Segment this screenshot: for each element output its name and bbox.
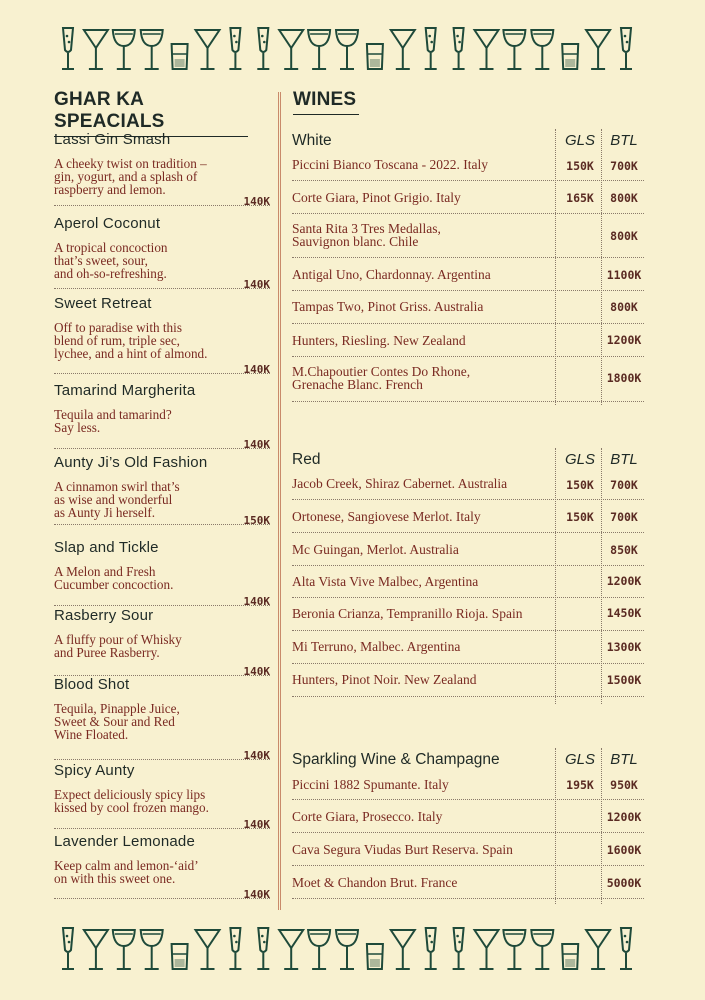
wine-category: White — [292, 132, 332, 149]
cocktail-name: Lavender Lemonade — [54, 833, 196, 850]
wine-row — [292, 533, 644, 566]
white-wine-table — [292, 129, 644, 402]
wine-btl-price: 800K — [610, 229, 638, 243]
wine-gls-price: 150K — [566, 510, 594, 524]
specials-column — [54, 89, 270, 901]
glassware-illustration — [58, 924, 638, 974]
wine-gls-price: 165K — [566, 191, 594, 205]
wine-btl-price: 950K — [610, 778, 638, 792]
flute-glass-icon — [62, 28, 74, 69]
wine-btl-price: 1200K — [606, 574, 642, 588]
flute-glass-icon — [257, 28, 269, 69]
wine-btl-price: 1600K — [606, 843, 642, 857]
flute-glass-icon — [229, 28, 241, 69]
dotted-leader — [54, 898, 270, 899]
wine-name: Corte Giara, Pinot Grigio. Italy — [292, 190, 461, 205]
sparkling-wine-table — [292, 748, 644, 899]
cocktail-desc: Keep calm and lemon-‘aid’ on with this sweet one. — [54, 858, 199, 886]
cocktail-price: 140K — [243, 888, 270, 901]
cocktail-item — [54, 539, 270, 608]
flute-glass-icon — [620, 928, 632, 969]
wine-btl-price: 1450K — [606, 606, 642, 620]
tumbler-glass-icon — [367, 944, 383, 969]
wine-table-header — [292, 129, 644, 155]
wine-name: Mc Guingan, Merlot. Australia — [292, 542, 459, 557]
martini-glass-icon — [84, 930, 108, 969]
cocktail-desc: A fluffy pour of Whisky and Puree Rasberry. — [54, 632, 182, 660]
wine-btl-price: 800K — [610, 191, 638, 205]
wine-table-header — [292, 748, 644, 774]
flute-glass-icon — [620, 28, 632, 69]
coupe-glass-icon — [531, 930, 553, 969]
cocktail-price: 140K — [243, 595, 270, 608]
martini-glass-icon — [196, 930, 220, 969]
cocktail-item — [54, 382, 270, 451]
wine-btl-price: 700K — [610, 478, 638, 492]
wine-name: Jacob Creek, Shiraz Cabernet. Australia — [292, 476, 508, 491]
flute-glass-icon — [425, 28, 437, 69]
wine-name: Alta Vista Vive Malbec, Argentina — [292, 574, 479, 589]
wine-row — [292, 357, 644, 402]
wine-btl-price: 1200K — [606, 333, 642, 347]
wine-row — [292, 291, 644, 324]
cocktail-name: Aunty Ji’s Old Fashion — [54, 454, 208, 471]
gls-header: GLS — [564, 451, 595, 468]
cocktail-desc: Off to paradise with this blend of rum, triple sec, lychee, and a hint of almond. — [54, 320, 208, 361]
cocktail-price: 140K — [243, 665, 270, 678]
flute-glass-icon — [62, 928, 74, 969]
wine-row — [292, 833, 644, 866]
martini-glass-icon — [279, 930, 303, 969]
wine-btl-price: 1200K — [606, 810, 642, 824]
wine-gls-price: 195K — [566, 778, 594, 792]
tumbler-glass-icon — [172, 944, 188, 969]
martini-glass-icon — [586, 30, 610, 69]
cocktail-name: Rasberry Sour — [54, 607, 154, 624]
coupe-glass-icon — [308, 930, 330, 969]
coupe-glass-icon — [113, 930, 135, 969]
wine-name: Beronia Crianza, Tempranillo Rioja. Spain — [292, 606, 523, 621]
cocktail-price: 140K — [243, 438, 270, 451]
cocktail-desc: A tropical concoction that’s sweet, sour, and oh-so-refreshing. — [54, 240, 168, 281]
flute-glass-icon — [453, 28, 465, 69]
wine-btl-price: 1800K — [606, 371, 642, 385]
wine-name: Antigal Uno, Chardonnay. Argentina — [292, 267, 491, 282]
flute-glass-icon — [229, 928, 241, 969]
cocktail-price: 140K — [243, 749, 270, 762]
glassware-border-top — [58, 24, 638, 74]
cocktail-desc: Expect deliciously spicy lips kissed by cool frozen mango. — [54, 787, 209, 815]
wine-name: Cava Segura Viudas Burt Reserva. Spain — [292, 842, 513, 857]
specials-title: GHAR KA SPEACIALS — [54, 89, 248, 137]
cocktail-item — [54, 833, 270, 901]
wine-name: Santa Rita 3 Tres Medallas, Sauvignon blanc. Chile — [292, 221, 441, 249]
wine-name: Corte Giara, Prosecco. Italy — [292, 809, 443, 824]
wine-name: M.Chapoutier Contes Do Rhone, Grenache Blanc. French — [292, 364, 471, 392]
gls-header: GLS — [564, 132, 595, 149]
dotted-leader — [54, 828, 270, 829]
cocktail-desc: A cinnamon swirl that’s as wise and wonderful as Aunty Ji herself. — [54, 479, 180, 520]
wine-row — [292, 214, 644, 258]
wine-btl-price: 700K — [610, 510, 638, 524]
martini-glass-icon — [391, 930, 415, 969]
dotted-leader — [54, 373, 270, 374]
dotted-leader — [54, 288, 270, 289]
red-wine-table — [292, 448, 644, 697]
wine-name: Ortonese, Sangiovese Merlot. Italy — [292, 509, 481, 524]
cocktail-price: 150K — [243, 514, 270, 527]
cocktail-name: Blood Shot — [54, 676, 130, 693]
coupe-glass-icon — [141, 30, 163, 69]
cocktail-price: 140K — [243, 195, 270, 208]
wine-row — [292, 324, 644, 357]
cocktail-item — [54, 131, 270, 208]
wine-row — [292, 631, 644, 664]
cocktail-desc: A Melon and Fresh Cucumber concoction. — [54, 564, 174, 592]
wine-gls-price: 150K — [566, 478, 594, 492]
wine-btl-price: 700K — [610, 159, 638, 173]
wine-btl-price: 1100K — [606, 268, 642, 282]
cocktail-item — [54, 215, 270, 291]
wine-row — [292, 566, 644, 598]
flute-glass-icon — [453, 928, 465, 969]
cocktail-price: 140K — [243, 818, 270, 831]
cocktail-item — [54, 676, 270, 762]
cocktail-item — [54, 295, 270, 376]
flute-glass-icon — [257, 928, 269, 969]
flute-glass-icon — [425, 928, 437, 969]
cocktail-name: Sweet Retreat — [54, 295, 152, 312]
wine-btl-price: 1300K — [606, 640, 642, 654]
wine-gls-price: 150K — [566, 159, 594, 173]
wine-row — [292, 500, 644, 533]
wine-category: Sparkling Wine & Champagne — [292, 751, 500, 768]
tumbler-glass-icon — [562, 44, 578, 69]
coupe-glass-icon — [503, 30, 525, 69]
martini-glass-icon — [475, 930, 499, 969]
wine-btl-price: 5000K — [606, 876, 642, 890]
cocktail-item — [54, 607, 270, 678]
cocktail-price: 140K — [243, 278, 270, 291]
dotted-leader — [54, 605, 270, 606]
wine-name: Piccini Bianco Toscana - 2022. Italy — [292, 157, 489, 172]
martini-glass-icon — [586, 930, 610, 969]
wine-btl-price: 850K — [610, 543, 638, 557]
dotted-leader — [54, 205, 270, 206]
wine-btl-price: 800K — [610, 300, 638, 314]
wine-row — [292, 774, 644, 800]
coupe-glass-icon — [113, 30, 135, 69]
coupe-glass-icon — [336, 930, 358, 969]
wine-row — [292, 181, 644, 214]
dotted-leader — [54, 524, 270, 525]
cocktail-item — [54, 454, 270, 527]
wine-row — [292, 866, 644, 899]
glassware-border-bottom — [58, 924, 638, 974]
wine-category: Red — [292, 451, 321, 468]
martini-glass-icon — [196, 30, 220, 69]
cocktail-name: Lassi Gin Smash — [54, 131, 171, 148]
coupe-glass-icon — [503, 930, 525, 969]
tumbler-glass-icon — [367, 44, 383, 69]
tumbler-glass-icon — [172, 44, 188, 69]
wine-row — [292, 598, 644, 631]
coupe-glass-icon — [308, 30, 330, 69]
gls-header: GLS — [564, 751, 595, 768]
dotted-leader — [54, 448, 270, 449]
btl-header: BTL — [610, 451, 638, 468]
cocktail-desc: Tequila, Pinapple Juice, Sweet & Sour and Red Wine Floated. — [54, 701, 180, 742]
wine-table-header — [292, 448, 644, 474]
martini-glass-icon — [391, 30, 415, 69]
cocktail-price: 140K — [243, 363, 270, 376]
wine-row — [292, 664, 644, 697]
tumbler-glass-icon — [562, 944, 578, 969]
btl-header: BTL — [610, 751, 638, 768]
cocktail-item — [54, 762, 270, 831]
wine-row — [292, 474, 644, 500]
cocktail-desc: Tequila and tamarind? Say less. — [54, 407, 172, 435]
martini-glass-icon — [475, 30, 499, 69]
wine-row — [292, 800, 644, 833]
wine-name: Mi Terruno, Malbec. Argentina — [292, 639, 461, 654]
wine-name: Hunters, Riesling. New Zealand — [292, 333, 466, 348]
btl-header: BTL — [610, 132, 638, 149]
wine-row — [292, 258, 644, 291]
martini-glass-icon — [279, 30, 303, 69]
wines-title: WINES — [293, 89, 359, 115]
coupe-glass-icon — [336, 30, 358, 69]
cocktail-name: Tamarind Margherita — [54, 382, 196, 399]
cocktail-name: Aperol Coconut — [54, 215, 161, 232]
coupe-glass-icon — [141, 930, 163, 969]
wine-name: Tampas Two, Pinot Griss. Australia — [292, 299, 484, 314]
martini-glass-icon — [84, 30, 108, 69]
glassware-illustration — [58, 24, 638, 74]
wine-btl-price: 1500K — [606, 673, 642, 687]
column-divider — [278, 92, 281, 910]
cocktail-name: Spicy Aunty — [54, 762, 135, 779]
wine-name: Piccini 1882 Spumante. Italy — [292, 777, 449, 792]
dotted-leader — [54, 759, 270, 760]
wine-row — [292, 155, 644, 181]
cocktail-desc: A cheeky twist on tradition – gin, yogurt, and a splash of raspberry and lemon. — [54, 156, 207, 197]
wine-name: Moet & Chandon Brut. France — [292, 875, 458, 890]
cocktail-name: Slap and Tickle — [54, 539, 159, 556]
coupe-glass-icon — [531, 30, 553, 69]
wine-name: Hunters, Pinot Noir. New Zealand — [292, 672, 477, 687]
